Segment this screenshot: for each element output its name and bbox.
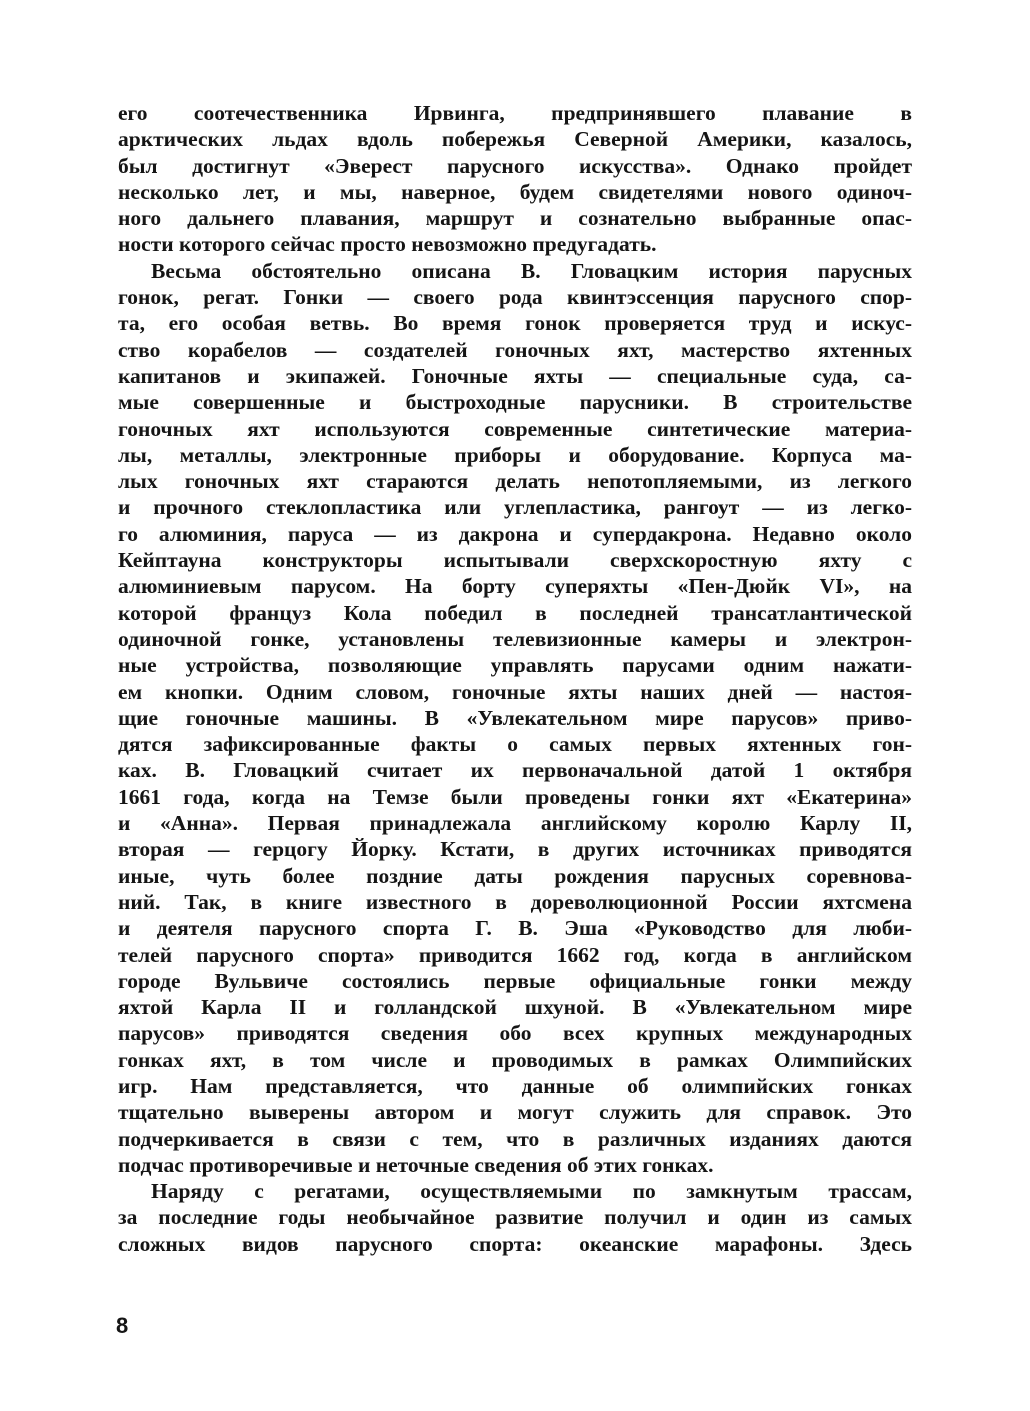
page-number: 8 xyxy=(116,1313,129,1338)
text-line: гонках яхт, в том числе и проводимых в рамках Олимпийских xyxy=(118,1047,912,1072)
text-line: мые совершенные и быстроходные парусники. В строительстве xyxy=(118,390,912,415)
text-line: та, его особая ветвь. Во время гонок проверяется труд и искус- xyxy=(118,311,912,336)
text-line: тщательно выверены автором и могут служить для справок. Это xyxy=(118,1100,912,1125)
text-line: яхтой Карла II и голландской шхуной. В «Увлекательном мире xyxy=(118,995,912,1020)
text-line: которой француз Кола победил в последней трансатлантической xyxy=(118,600,912,625)
text-line: ем кнопки. Одним словом, гоночные яхты наших дней — настоя- xyxy=(118,679,912,704)
text-line: игр. Нам представляется, что данные об олимпийских гонках xyxy=(118,1073,912,1098)
text-line: лых гоночных яхт стараются делать непотопляемыми, из легкого xyxy=(118,469,912,494)
text-line: и прочного стеклопластика или углепластика, рангоут — из легко- xyxy=(118,495,912,520)
text-line: подчеркивается в связи с тем, что в различных изданиях даются xyxy=(118,1126,912,1151)
text-line: вторая — герцогу Йорку. Кстати, в других источниках приводятся xyxy=(118,837,912,862)
text-line: алюминиевым парусом. На борту суперяхты «Пен-Дюйк VI», на xyxy=(118,574,912,599)
text-line: ности которого сейчас просто невозможно предугадать. xyxy=(118,232,657,257)
text-line: дятся зафиксированные факты о самых первых яхтенных гон- xyxy=(118,732,912,757)
text-line: лы, металлы, электронные приборы и оборудование. Корпуса ма- xyxy=(118,442,912,467)
text-line: Весьма обстоятельно описана В. Гловацким история парусных xyxy=(151,258,912,283)
text-line: телей парусного спорта» приводится 1662 год, когда в английском xyxy=(118,942,912,967)
text-line: одиночной гонке, установлены телевизионные камеры и электрон- xyxy=(118,626,912,651)
text-line: парусов» приводятся сведения обо всех крупных международных xyxy=(118,1021,912,1046)
text-line: городе Вульвиче состоялись первые официальные гонки между xyxy=(118,968,912,993)
text-line: 1661 года, когда на Темзе были проведены гонки яхт «Екатерина» xyxy=(118,784,912,809)
text-line: ство корабелов — создателей гоночных яхт, мастерство яхтенных xyxy=(118,337,912,362)
text-line: Наряду с регатами, осуществляемыми по замкнутым трассам, xyxy=(151,1179,912,1204)
text-line: ний. Так, в книге известного в дореволюционной России яхтсмена xyxy=(118,889,912,914)
text-line: Кейптауна конструкторы испытывали сверхскоростную яхту с xyxy=(118,548,912,573)
text-line: был достигнут «Эверест парусного искусства». Однако пройдет xyxy=(118,153,912,178)
text-line: гонок, регат. Гонки — своего рода квинтэссенция парусного спор- xyxy=(118,285,912,310)
text-line: и деятеля парусного спорта Г. В. Эша «Руководство для люби- xyxy=(118,916,912,941)
text-line: арктических льдах вдоль побережья Северной Америки, казалось, xyxy=(118,127,912,152)
text-line: несколько лет, и мы, наверное, будем свидетелями нового одиноч- xyxy=(118,179,912,204)
text-line: ках. В. Гловацкий считает их первоначальной датой 1 октября xyxy=(118,758,912,783)
text-line: капитанов и экипажей. Гоночные яхты — специальные суда, са- xyxy=(118,363,912,388)
text-line: го алюминия, паруса — из дакрона и супердакрона. Недавно около xyxy=(118,521,912,546)
text-line: его соотечественника Ирвинга, предпринявшего плавание в xyxy=(118,101,912,125)
text-line: за последние годы необычайное развитие получил и один из самых xyxy=(118,1205,912,1230)
text-line: ные устройства, позволяющие управлять парусами одним нажати- xyxy=(118,653,912,678)
text-line: гоночных яхт используются современные синтетические материа- xyxy=(118,416,912,441)
text-line: ного дальнего плавания, маршрут и сознательно выбранные опас- xyxy=(118,206,912,231)
paragraph xyxy=(118,100,912,258)
paragraph xyxy=(118,1178,912,1257)
paragraph xyxy=(118,258,912,1178)
text-line: щие гоночные машины. В «Увлекательном мире парусов» приво- xyxy=(118,705,912,730)
text-line: и «Анна». Первая принадлежала английскому королю Карлу II, xyxy=(118,811,912,836)
text-line: иные, чуть более поздние даты рождения парусных соревнова- xyxy=(118,863,912,888)
page-body xyxy=(118,100,912,1257)
text-line: сложных видов парусного спорта: океанские марафоны. Здесь xyxy=(118,1231,912,1256)
text-line: подчас противоречивые и неточные сведения об этих гонках. xyxy=(118,1152,714,1177)
